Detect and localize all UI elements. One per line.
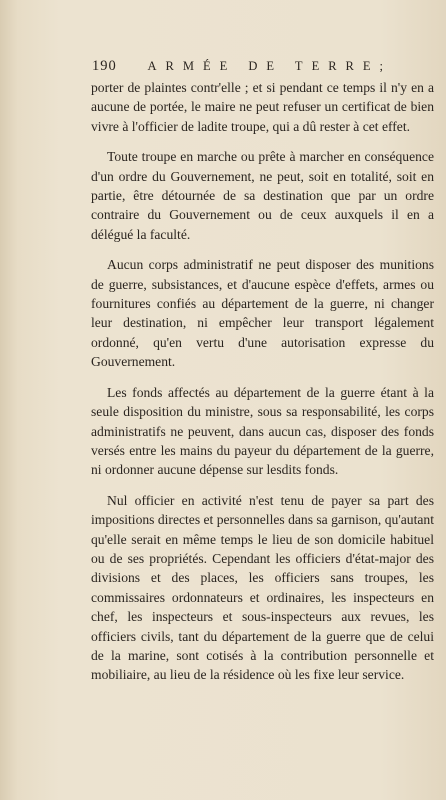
paragraph: Nul officier en activité n'est tenu de payer sa part des impositions directes et personnelles dans sa garnison, qu'autant qu'elle serait en même temps le lieu de son domicile habituel ou de ses propriétés. Cependant les officiers d'état-major des divisions et des places, les officiers sans troupes, les commissaires ordonnateurs et ordinaires, les inspecteurs en chef, les inspecteurs et sous-inspecteurs aux revues, les officiers civils, tant du département de la guerre que de celui de la marine, sont cotisés à la contribution personnelle et mobiliaire, au lieu de la résidence où les fixe leur service. xyxy=(91,492,434,683)
paragraph: Les fonds affectés au département de la guerre étant à la seule disposition du ministre, sous sa responsabilité, les corps administratifs ne peuvent, dans aucun cas, disposer des fonds versés entre les mains du payeur du département de la guerre, ni ordonner aucune dépense sur lesdits fonds. xyxy=(91,384,434,478)
page-number: 190 xyxy=(92,58,117,74)
running-title: ARMÉE DE TERRE; xyxy=(147,59,392,73)
paragraph: Toute troupe en marche ou prête à marcher en conséquence d'un ordre du Gouvernement, ne peut, soit en totalité, soit en partie, être détournée de sa destination que par un ordre contraire du Gouvernement ou de ceux auxquels il en a délégué la faculté. xyxy=(91,149,434,242)
paragraph-continuation: porter de plaintes contr'elle ; et si pendant ce temps il n'y en a aucune de portée, le maire ne peut refuser un certificat de bien vivre à l'officier de ladite troupe, qui a dû rester à cet effet. xyxy=(91,80,434,134)
paragraph: Aucun corps administratif ne peut disposer des munitions de guerre, subsistances, et d'aucune espèce d'effets, armes ou fournitures confiés au département de la guerre, ni changer leur destination, ni empêcher leur transport légalement ordonné, qu'en vertu d'une autorisation expresse du Gouvernement. xyxy=(91,257,434,370)
body-text xyxy=(91,78,434,696)
page-header xyxy=(92,58,392,75)
